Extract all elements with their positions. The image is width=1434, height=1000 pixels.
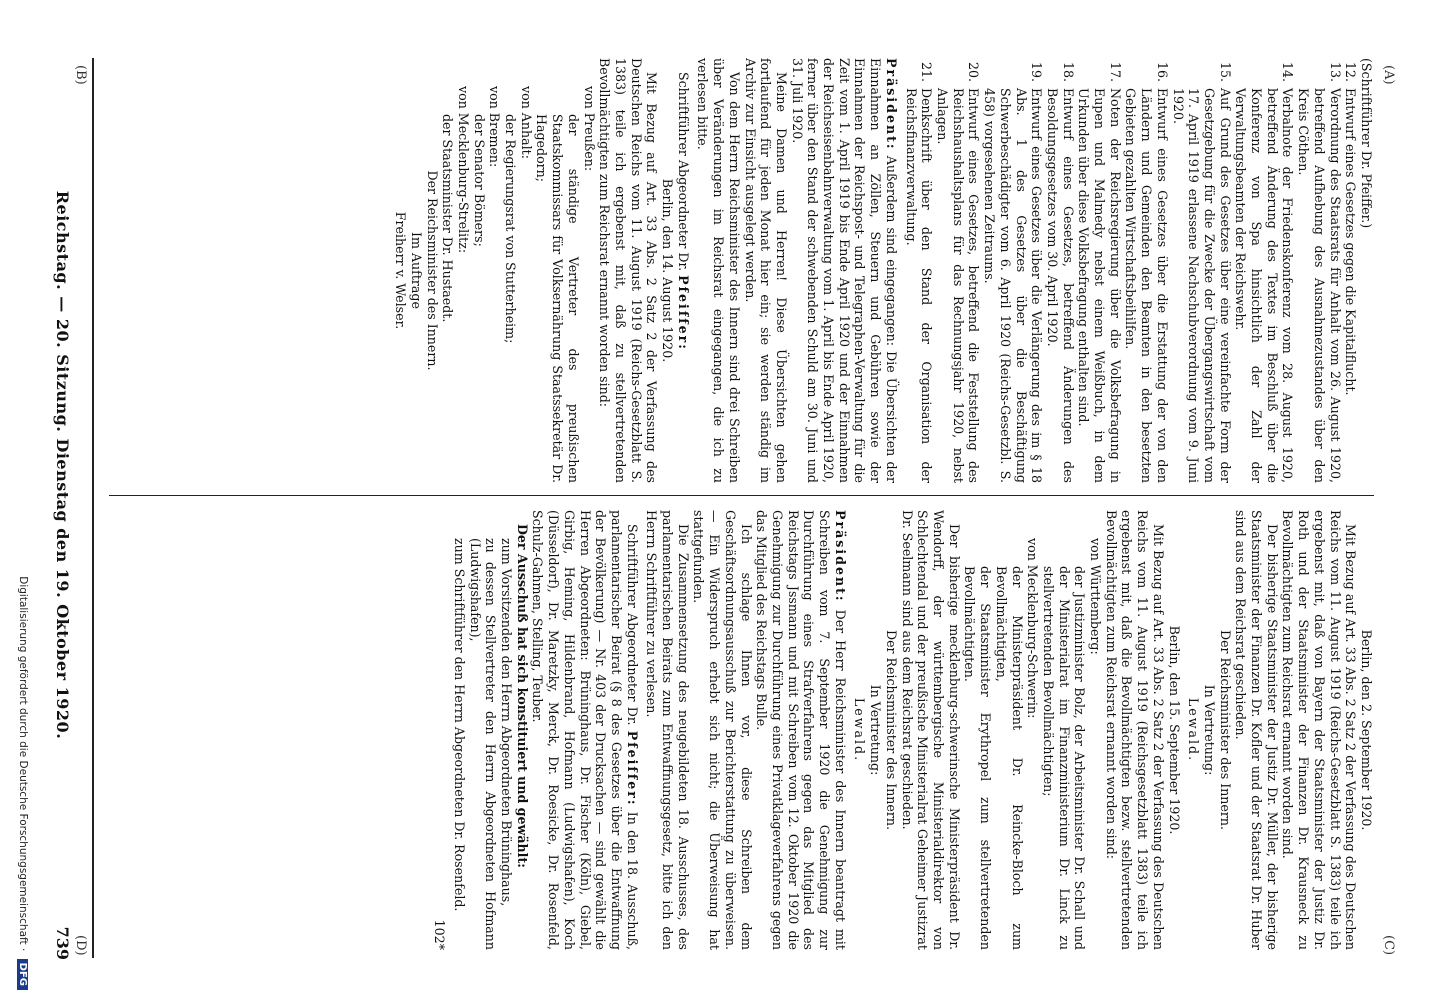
margin-marker-d: (D) bbox=[73, 935, 88, 956]
item-text: Verordnung des Staatsrats für Anhalt vom 26. August 1920, betreffend Aufhebung des Ausnahmezustandes über den Kreis Cöthen. bbox=[1296, 88, 1343, 483]
signature-minister: Der Reichsminister des Innern. bbox=[1217, 629, 1233, 831]
item-number: 17. bbox=[1107, 61, 1123, 82]
paragraph: Der bisherige Staatsminister der Justiz Dr. Müller, der bisherige Staatsminister der Finanzen Dr. Kofler und der Staatsrat Dr. Huber sind aus dem Reichsrat geschieden. bbox=[1233, 510, 1280, 950]
list-item: von Mecklenburg-Strelitz: bbox=[455, 86, 471, 254]
item-number: 19. bbox=[1029, 61, 1045, 82]
list-item: der Regierungsrat von Stutterheim; bbox=[503, 114, 519, 344]
margin-marker-a: (A) bbox=[1381, 65, 1396, 85]
list-item: der Staatsminister Dr. Hustaedt. bbox=[440, 114, 456, 323]
item-text: Verbalnote der Friedenskonferenz vom 28. August 1920, betreffend Änderung des Textes im Beschluß über die Konferenz von Spa hinsichtlich der Zahl der Verwaltungsbeamten der Reichswehr. bbox=[1233, 88, 1296, 483]
list-item: von Anhalt: bbox=[518, 86, 534, 159]
list-item: zum Vorsitzenden den Herrn Abgeordneten Brüninghaus, bbox=[499, 538, 515, 907]
list-item: von Preußen: bbox=[581, 86, 597, 172]
list-item: von Mecklenburg-Schwerin: bbox=[1025, 538, 1041, 719]
paragraph: Ich schlage Ihnen vor, diese Schreiben dem Geschäftsordnungsausschuß zur Berichterstattung zu überweisen. — Ein Widerspruch erhebt sich nicht; die Überweisung hat stattgefunden. bbox=[691, 510, 754, 950]
item-number: 21. bbox=[919, 61, 935, 82]
paragraph: Von dem Herrn Reichsminister des Innern sind drei Schreiben über Veränderungen im Reichsrat eingegangen, die ich zu verlesen bitte. bbox=[695, 58, 742, 483]
speaker-text: Der Herr Reichsminister des Innern beantragt mit Schreiben vom 7. September 1920 die Genehmigung zur Durchführung eines Strafverfahrens gegen das Mitglied des Reichstags Jssmann und mit Schreiben vom 12. Oktober 1920 die Genehmigung zur Durchführung eines Privatklageverfahrens gegen das Mitglied des Reichstags Bulle. bbox=[754, 510, 848, 950]
item-text: Entwurf eines Gesetzes über die Verlängerung des im § 18 Abs. 1 des Gesetzes über die Beschäftigung Schwerbeschädigter vom 6. April 1920 (Reichs-Gesetzbl. S. 458) vorgesehenen Zeitraums. bbox=[982, 88, 1045, 483]
header-rule bbox=[92, 58, 94, 958]
list-item: von Bremen: bbox=[487, 86, 503, 168]
speaker-label: Präsident: bbox=[883, 58, 899, 151]
schriftfuehrer-paragraph bbox=[530, 510, 640, 950]
praesident-paragraph bbox=[754, 510, 848, 950]
digitization-note bbox=[5, 10, 29, 990]
letter-date: Berlin, den 15. September 1920. bbox=[1166, 625, 1182, 835]
item-text: Auf Grund des Gesetzes über eine vereinfachte Form der Gesetzgebung für die Zwecke der Übergangswirtschaft vom 17. April 1919 erlassene Nachschubverordnung vom 9. Juni 1920. bbox=[1170, 88, 1233, 483]
page-header bbox=[42, 55, 72, 960]
item-text: Denkschrift über den Stand der Organisation der Reichsfinanzverwaltung. bbox=[903, 88, 935, 483]
left-column bbox=[104, 58, 1374, 483]
item-text: Entwurf eines Gesetzes gegen die Kapitalflucht. bbox=[1343, 88, 1359, 396]
list-item bbox=[1076, 58, 1123, 483]
letter-text: Mit Bezug auf Art. 33 Abs. 2 Satz 2 der Verfassung des Deutschen Reichs vom 11. August 1919 (Reichs-Gesetzblatt S. 1383) teile ich ergebenst mit, daß von Bayern der Staatsminister der Justiz Dr. Roth und der Staatsminister der Finanzen Dr. Krausneck zu Bevollmächtigten zum Reichsrat ernannt worden sind. bbox=[1280, 510, 1359, 950]
paragraph: Der Ausschuß hat sich konstituiert und gewählt: bbox=[514, 524, 530, 868]
signature-vertretung: In Vertretung: bbox=[1201, 684, 1217, 776]
signature-name: Lewald. bbox=[852, 697, 868, 763]
list-item: der Staatsminister Erythropel zum stellvertretenden Bevollmächtigten. bbox=[962, 566, 994, 950]
paragraph: Meine Damen und Herren! Diese Übersichten gehen fortlaufend für jeden Monat hier ein; sie werden ständig im Archiv zur Einsicht ausgelegt werden. bbox=[742, 58, 789, 483]
list-item bbox=[981, 58, 1044, 483]
speaker-name: Pfeiffer: bbox=[675, 275, 691, 351]
column-divider bbox=[109, 495, 1374, 496]
speaker-name: Pfeiffer: bbox=[624, 730, 640, 807]
list-item: zum Schriftführer den Herrn Abgeordneten Dr. Rosenfeld. bbox=[451, 538, 467, 912]
margin-marker-c: (C) bbox=[1381, 935, 1396, 956]
letter-text: Mit Bezug auf Art. 33 Abs. 2 Satz 2 der Verfassung des Deutschen Reichs vom 11. August 1919 (Reichsgesetzblatt 1383) teile ich ergebenst mit, daß die Bevollmächtigten bezw. stellvertretenden Bevollmächtigten zum Reichsrat ernannt worden sind: bbox=[1103, 510, 1166, 950]
list-item bbox=[1123, 58, 1170, 483]
paragraph: Der bisherige mecklenburg-schwerinsche Ministerpräsident Dr. Wendorff, der württembergische Ministerialdirektor von Schlechtendal und der preußische Ministerialrat Geheimer Justizrat Dr. Seelmann sind aus dem Reichsrat geschieden. bbox=[899, 510, 962, 950]
list-item: der Ministerpräsident Dr. Reincke-Bloch zum Bevollmächtigten, bbox=[993, 566, 1025, 950]
list-item bbox=[1295, 58, 1342, 483]
schriftfuehrer-paragraph bbox=[675, 58, 691, 483]
item-number: 18. bbox=[1060, 61, 1076, 82]
letter-date: Berlin, den 2. September 1920. bbox=[1359, 629, 1374, 831]
margin-marker-b: (B) bbox=[73, 65, 88, 85]
letter-text: Mit Bezug auf Art. 33 Abs. 2 Satz 2 der Verfassung des Deutschen Reichs vom 11. August 1919 (Reichs-Gesetzblatt S. 1383) teile ich ergebenst mit, daß zu stellvertretenden Bevollmächtigten zum Reichsrat ernannt worden sind: bbox=[597, 58, 660, 483]
signature-auftrag: Im Auftrage bbox=[408, 232, 424, 309]
speaker-text: Außerdem sind eingegangen: Die Übersichten der Einnahmen an Zöllen, Steuern und Gebühren sowie der Einnahmen der Reichspost- und Telegraphen-Verwaltung für die Zeit vom 1. April 1919 bis Ende April 1920 und der Einnahmen der Reichseisenbahnverwaltung vom 1. April bis Ende April 1920, ferner über den Stand der schwebenden Schuld am 30. Juni und 31. Juli 1920. bbox=[789, 58, 899, 483]
signature-name: Freiherr v. Welser. bbox=[393, 211, 409, 330]
list-item: der Justizminister Bolz, der Arbeitsminister Dr. Schall und der Ministerialrat im Finanzministerium Dr. Linck zu stellvertretenden Bevollmächtigten; bbox=[1040, 566, 1088, 950]
speaker-label: Schriftführer Abgeordneter Dr. bbox=[624, 524, 640, 726]
signature-name: Lewald. bbox=[1186, 697, 1202, 763]
item-number: 13. bbox=[1327, 61, 1343, 82]
item-number: 16. bbox=[1154, 61, 1170, 82]
speaker-label: Präsident: bbox=[832, 510, 848, 603]
signature-minister: Der Reichsminister des Innern. bbox=[424, 170, 440, 371]
right-column bbox=[104, 510, 1374, 950]
signature-vertretung: In Vertretung: bbox=[868, 684, 884, 776]
item-number: 20. bbox=[966, 61, 982, 82]
paragraph: Die Zusammensetzung des neugebildeten 18. Ausschusses, des parlamentarischen Beirats zum Entwaffnungsgesetz, bitte ich den Herrn Schriftführer zu verlesen. bbox=[644, 510, 691, 950]
list-item: der Senator Bömers; bbox=[471, 114, 487, 247]
sheet-number: 102* bbox=[432, 919, 448, 950]
digitization-text: Digitalisierung gefördert durch die Deutsche Forschungsgemeinschaft · bbox=[17, 576, 29, 952]
list-item: von Württemberg: bbox=[1088, 538, 1104, 655]
list-item bbox=[1044, 58, 1075, 483]
speaker-label: Schriftführer Abgeordneter Dr. bbox=[675, 72, 691, 272]
item-text: Entwurf eines Gesetzes über die Erstattung der von den Ländern und Gemeinden den Beamten in den besetzten Gebieten gezahlten Wirtschaftsbeihilfen. bbox=[1123, 88, 1170, 483]
list-item: der ständige Vertreter des preußischen Staatskommissars für Volksernährung Staatssekretär Dr. Hagedorn; bbox=[534, 114, 581, 483]
list-item: zu dessen Stellvertreter den Herrn Abgeordneten Hofmann (Ludwigshafen), bbox=[467, 538, 499, 950]
list-item bbox=[1170, 58, 1233, 483]
numbered-list bbox=[903, 58, 1358, 483]
item-number: 14. bbox=[1280, 61, 1296, 82]
dfg-logo: DFG bbox=[17, 959, 28, 990]
praesident-paragraph bbox=[789, 58, 899, 483]
item-text: Noten der Reichsregierung über die Volksbefragung in Eupen und Malmedy nebst einem Weißbuch, in dem Urkunden über diese Volksbefragung enthalten sind. bbox=[1076, 88, 1123, 483]
item-number: 12. bbox=[1343, 61, 1359, 82]
speaker-continuation: (Schriftführer Dr. Pfeiffer.) bbox=[1359, 58, 1374, 229]
page-title: Reichstag. — 20. Sitzung. Dienstag den 19. Oktober 1920. bbox=[53, 190, 72, 740]
list-item bbox=[934, 58, 981, 483]
list-item bbox=[1343, 58, 1359, 483]
list-item bbox=[1233, 58, 1296, 483]
signature-minister: Der Reichsminister des Innern. bbox=[883, 629, 899, 831]
list-item bbox=[903, 58, 934, 483]
item-number: 15. bbox=[1217, 61, 1233, 82]
item-text: Entwurf eines Gesetzes, betreffend Änderungen des Besoldungsgesetzes vom 30. April 1920. bbox=[1044, 88, 1076, 483]
item-text: Entwurf eines Gesetzes, betreffend die Feststellung des Reichshaushaltsplans für das Rechnungsjahr 1920, nebst Anlagen. bbox=[935, 88, 982, 483]
page-number: 739 bbox=[53, 926, 72, 960]
speaker-text: In den 18. Ausschuß, parlamentarischer Beirat (§ 8 des Gesetzes über die Entwaffnung der Bevölkerung) — Nr. 403 der Drucksachen — sind gewählt die Herren Abgeordneten: Brüninghaus, Dr. Fischer (Köln), Giebel, Girbig, Heming, Hildenbrand, Hofmann (Ludwigshafen), Koch (Düsseldorf), Dr. Maretzky, Merck, Dr. Roesicke, Dr. Rosenfeld, Schulz-Gahmen, Stelling, Teuber. bbox=[530, 510, 640, 950]
letter-date: Berlin, den 14. August 1920. bbox=[660, 178, 676, 363]
